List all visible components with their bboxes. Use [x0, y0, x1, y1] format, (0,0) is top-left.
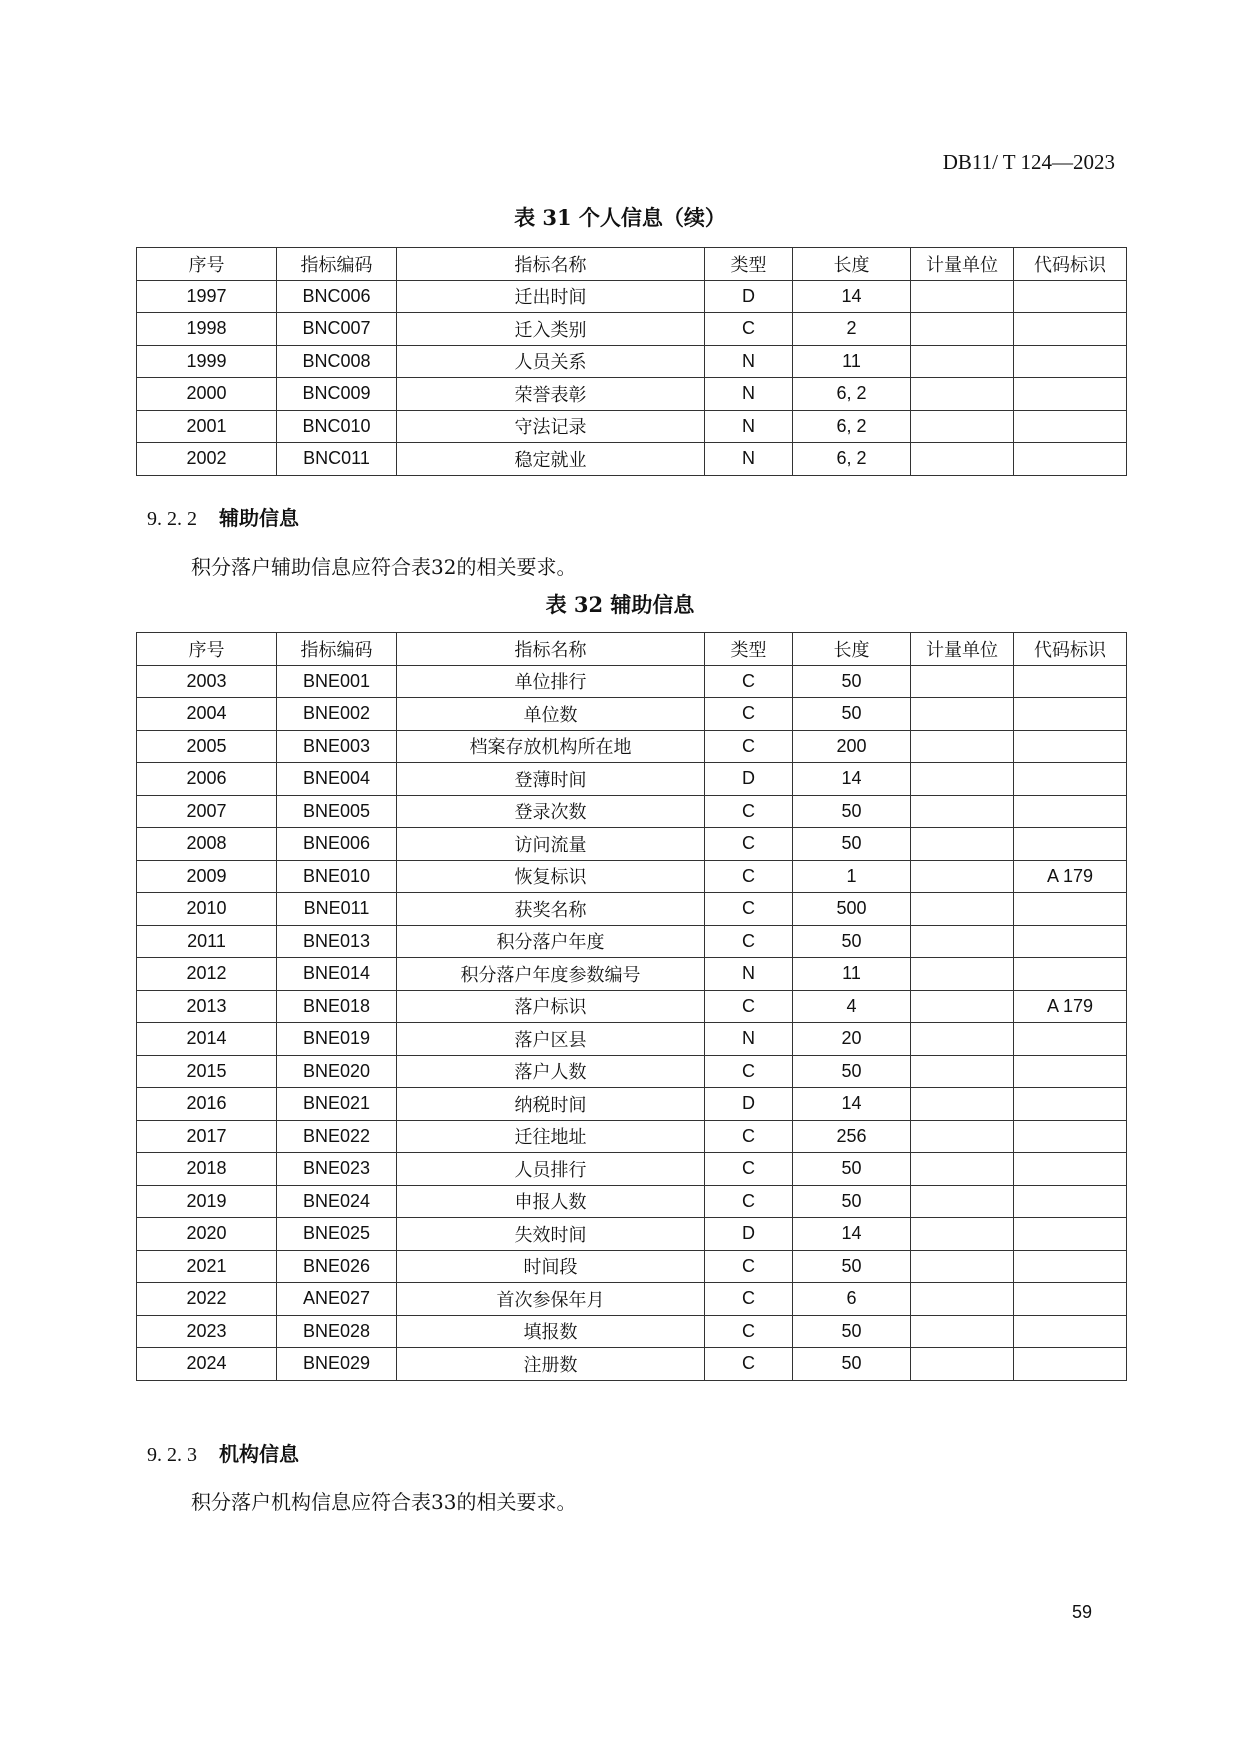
codeflag-cell	[1014, 313, 1127, 346]
unit-cell	[911, 1088, 1014, 1121]
name-cell: 落户区县	[397, 1023, 705, 1056]
column-header: 指标名称	[397, 248, 705, 281]
table32-caption: 表 32 辅助信息	[545, 592, 695, 617]
table-row	[137, 410, 1127, 443]
length-cell: 256	[793, 1120, 911, 1153]
length-cell: 11	[793, 958, 911, 991]
name-cell: 登录次数	[397, 795, 705, 828]
codeflag-cell: A 179	[1014, 990, 1127, 1023]
name-cell: 落户人数	[397, 1055, 705, 1088]
name-cell: 人员关系	[397, 345, 705, 378]
table31-header-row	[137, 248, 1127, 281]
length-cell: 50	[793, 1185, 911, 1218]
unit-cell	[911, 828, 1014, 861]
table-row	[137, 958, 1127, 991]
table-row	[137, 763, 1127, 796]
seq-cell: 2001	[137, 410, 277, 443]
table-row	[137, 795, 1127, 828]
code-cell: BNE028	[277, 1315, 397, 1348]
unit-cell	[911, 1055, 1014, 1088]
code-cell: BNE021	[277, 1088, 397, 1121]
code-cell: BNC010	[277, 410, 397, 443]
table-row	[137, 1218, 1127, 1251]
codeflag-cell	[1014, 410, 1127, 443]
type-cell: N	[705, 443, 793, 476]
code-cell: BNC006	[277, 280, 397, 313]
length-cell: 50	[793, 1315, 911, 1348]
column-header: 计量单位	[911, 248, 1014, 281]
type-cell: N	[705, 410, 793, 443]
seq-cell: 2018	[137, 1153, 277, 1186]
seq-cell: 2021	[137, 1250, 277, 1283]
seq-cell: 1998	[137, 313, 277, 346]
name-cell: 注册数	[397, 1348, 705, 1381]
table-row	[137, 990, 1127, 1023]
unit-cell	[911, 1153, 1014, 1186]
code-cell: BNE023	[277, 1153, 397, 1186]
unit-cell	[911, 893, 1014, 926]
code-cell: BNE018	[277, 990, 397, 1023]
length-cell: 11	[793, 345, 911, 378]
type-cell: N	[705, 378, 793, 411]
seq-cell: 2002	[137, 443, 277, 476]
seq-cell: 2007	[137, 795, 277, 828]
name-cell: 恢复标识	[397, 860, 705, 893]
name-cell: 荣誉表彰	[397, 378, 705, 411]
table-row	[137, 1185, 1127, 1218]
codeflag-cell	[1014, 925, 1127, 958]
seq-cell: 2009	[137, 860, 277, 893]
seq-cell: 2017	[137, 1120, 277, 1153]
seq-cell: 2000	[137, 378, 277, 411]
type-cell: N	[705, 345, 793, 378]
code-cell: BNE005	[277, 795, 397, 828]
code-cell: BNE002	[277, 698, 397, 731]
length-cell: 50	[793, 1348, 911, 1381]
length-cell: 14	[793, 1088, 911, 1121]
codeflag-cell	[1014, 1023, 1127, 1056]
section-number: 9. 2. 3	[147, 1444, 197, 1466]
standard-code: DB11/ T 124—2023	[942, 150, 1115, 174]
column-header: 序号	[137, 248, 277, 281]
seq-cell: 2015	[137, 1055, 277, 1088]
code-cell: BNC008	[277, 345, 397, 378]
name-cell: 迁出时间	[397, 280, 705, 313]
type-cell: C	[705, 1315, 793, 1348]
page-number: 59	[1072, 1602, 1093, 1622]
table-row	[137, 378, 1127, 411]
codeflag-cell	[1014, 763, 1127, 796]
name-cell: 守法记录	[397, 410, 705, 443]
name-cell: 迁入类别	[397, 313, 705, 346]
type-cell: C	[705, 1348, 793, 1381]
section-9-2-3-paragraph: 积分落户机构信息应符合表33的相关要求。	[191, 1490, 577, 1514]
seq-cell: 2016	[137, 1088, 277, 1121]
code-cell: BNE026	[277, 1250, 397, 1283]
seq-cell: 2006	[137, 763, 277, 796]
type-cell: C	[705, 730, 793, 763]
table-row	[137, 1283, 1127, 1316]
code-cell: BNE010	[277, 860, 397, 893]
seq-cell: 1997	[137, 280, 277, 313]
codeflag-cell	[1014, 958, 1127, 991]
type-cell: C	[705, 893, 793, 926]
name-cell: 获奖名称	[397, 893, 705, 926]
name-cell: 失效时间	[397, 1218, 705, 1251]
unit-cell	[911, 763, 1014, 796]
name-cell: 积分落户年度参数编号	[397, 958, 705, 991]
codeflag-cell	[1014, 893, 1127, 926]
table-row	[137, 1315, 1127, 1348]
code-cell: BNE001	[277, 665, 397, 698]
unit-cell	[911, 665, 1014, 698]
unit-cell	[911, 958, 1014, 991]
section-title: 辅助信息	[219, 506, 299, 530]
seq-cell: 2024	[137, 1348, 277, 1381]
seq-cell: 2008	[137, 828, 277, 861]
type-cell: N	[705, 958, 793, 991]
table-row	[137, 1153, 1127, 1186]
code-cell: BNC009	[277, 378, 397, 411]
seq-cell: 2005	[137, 730, 277, 763]
codeflag-cell	[1014, 1283, 1127, 1316]
table-row	[137, 828, 1127, 861]
name-cell: 登薄时间	[397, 763, 705, 796]
table-row	[137, 860, 1127, 893]
code-cell: BNE025	[277, 1218, 397, 1251]
type-cell: C	[705, 665, 793, 698]
code-cell: BNE013	[277, 925, 397, 958]
code-cell: BNE024	[277, 1185, 397, 1218]
table-row	[137, 1348, 1127, 1381]
length-cell: 14	[793, 763, 911, 796]
length-cell: 2	[793, 313, 911, 346]
codeflag-cell	[1014, 828, 1127, 861]
unit-cell	[911, 280, 1014, 313]
type-cell: C	[705, 1250, 793, 1283]
column-header: 计量单位	[911, 633, 1014, 666]
length-cell: 6, 2	[793, 410, 911, 443]
table-row	[137, 1088, 1127, 1121]
table-row	[137, 925, 1127, 958]
section-title: 机构信息	[219, 1442, 299, 1466]
length-cell: 50	[793, 665, 911, 698]
unit-cell	[911, 410, 1014, 443]
code-cell: BNE019	[277, 1023, 397, 1056]
unit-cell	[911, 313, 1014, 346]
codeflag-cell	[1014, 1348, 1127, 1381]
column-header: 指标编码	[277, 633, 397, 666]
name-cell: 迁往地址	[397, 1120, 705, 1153]
seq-cell: 2022	[137, 1283, 277, 1316]
code-cell: BNE022	[277, 1120, 397, 1153]
type-cell: C	[705, 1055, 793, 1088]
table-row	[137, 280, 1127, 313]
seq-cell: 2019	[137, 1185, 277, 1218]
seq-cell: 2014	[137, 1023, 277, 1056]
codeflag-cell	[1014, 1250, 1127, 1283]
unit-cell	[911, 795, 1014, 828]
table-row	[137, 1120, 1127, 1153]
code-cell: BNE020	[277, 1055, 397, 1088]
codeflag-cell	[1014, 795, 1127, 828]
type-cell: C	[705, 828, 793, 861]
seq-cell: 1999	[137, 345, 277, 378]
unit-cell	[911, 1283, 1014, 1316]
length-cell: 1	[793, 860, 911, 893]
codeflag-cell	[1014, 345, 1127, 378]
length-cell: 50	[793, 828, 911, 861]
type-cell: D	[705, 1218, 793, 1251]
type-cell: C	[705, 313, 793, 346]
column-header: 类型	[705, 633, 793, 666]
length-cell: 6, 2	[793, 378, 911, 411]
codeflag-cell: A 179	[1014, 860, 1127, 893]
length-cell: 50	[793, 1153, 911, 1186]
code-cell: BNE004	[277, 763, 397, 796]
type-cell: C	[705, 795, 793, 828]
code-cell: BNE014	[277, 958, 397, 991]
column-header: 序号	[137, 633, 277, 666]
unit-cell	[911, 1218, 1014, 1251]
length-cell: 6	[793, 1283, 911, 1316]
codeflag-cell	[1014, 280, 1127, 313]
name-cell: 申报人数	[397, 1185, 705, 1218]
unit-cell	[911, 990, 1014, 1023]
section-number: 9. 2. 2	[147, 508, 197, 530]
column-header: 代码标识	[1014, 248, 1127, 281]
unit-cell	[911, 730, 1014, 763]
code-cell: BNC011	[277, 443, 397, 476]
column-header: 长度	[793, 248, 911, 281]
length-cell: 500	[793, 893, 911, 926]
column-header: 指标编码	[277, 248, 397, 281]
type-cell: N	[705, 1023, 793, 1056]
length-cell: 50	[793, 795, 911, 828]
code-cell: ANE027	[277, 1283, 397, 1316]
length-cell: 50	[793, 1055, 911, 1088]
unit-cell	[911, 1250, 1014, 1283]
length-cell: 4	[793, 990, 911, 1023]
name-cell: 单位数	[397, 698, 705, 731]
seq-cell: 2011	[137, 925, 277, 958]
codeflag-cell	[1014, 378, 1127, 411]
type-cell: C	[705, 1185, 793, 1218]
column-header: 类型	[705, 248, 793, 281]
seq-cell: 2003	[137, 665, 277, 698]
type-cell: C	[705, 990, 793, 1023]
code-cell: BNE011	[277, 893, 397, 926]
codeflag-cell	[1014, 665, 1127, 698]
unit-cell	[911, 1315, 1014, 1348]
unit-cell	[911, 378, 1014, 411]
type-cell: C	[705, 925, 793, 958]
code-cell: BNE003	[277, 730, 397, 763]
table-row	[137, 698, 1127, 731]
name-cell: 人员排行	[397, 1153, 705, 1186]
seq-cell: 2013	[137, 990, 277, 1023]
unit-cell	[911, 345, 1014, 378]
type-cell: D	[705, 280, 793, 313]
length-cell: 50	[793, 925, 911, 958]
codeflag-cell	[1014, 1088, 1127, 1121]
section-9-2-2-heading	[147, 502, 299, 531]
type-cell: D	[705, 1088, 793, 1121]
table31-caption: 表 31 个人信息（续）	[514, 205, 726, 230]
type-cell: C	[705, 860, 793, 893]
table-row	[137, 1023, 1127, 1056]
length-cell: 14	[793, 1218, 911, 1251]
unit-cell	[911, 1348, 1014, 1381]
table-row	[137, 1250, 1127, 1283]
name-cell: 访问流量	[397, 828, 705, 861]
column-header: 长度	[793, 633, 911, 666]
codeflag-cell	[1014, 1120, 1127, 1153]
seq-cell: 2010	[137, 893, 277, 926]
seq-cell: 2020	[137, 1218, 277, 1251]
table32-header-row	[137, 633, 1127, 666]
name-cell: 时间段	[397, 1250, 705, 1283]
codeflag-cell	[1014, 1218, 1127, 1251]
codeflag-cell	[1014, 730, 1127, 763]
length-cell: 50	[793, 1250, 911, 1283]
table-row	[137, 893, 1127, 926]
length-cell: 6, 2	[793, 443, 911, 476]
code-cell: BNC007	[277, 313, 397, 346]
unit-cell	[911, 443, 1014, 476]
type-cell: D	[705, 763, 793, 796]
name-cell: 落户标识	[397, 990, 705, 1023]
codeflag-cell	[1014, 1153, 1127, 1186]
table-row	[137, 313, 1127, 346]
table-row	[137, 1055, 1127, 1088]
codeflag-cell	[1014, 698, 1127, 731]
codeflag-cell	[1014, 1315, 1127, 1348]
length-cell: 20	[793, 1023, 911, 1056]
table-row	[137, 665, 1127, 698]
table-row	[137, 443, 1127, 476]
length-cell: 200	[793, 730, 911, 763]
unit-cell	[911, 860, 1014, 893]
code-cell: BNE029	[277, 1348, 397, 1381]
table-row	[137, 345, 1127, 378]
type-cell: C	[705, 1120, 793, 1153]
name-cell: 填报数	[397, 1315, 705, 1348]
name-cell: 单位排行	[397, 665, 705, 698]
section-9-2-3-heading	[147, 1438, 299, 1467]
name-cell: 纳税时间	[397, 1088, 705, 1121]
name-cell: 积分落户年度	[397, 925, 705, 958]
seq-cell: 2012	[137, 958, 277, 991]
length-cell: 50	[793, 698, 911, 731]
table31	[136, 247, 1127, 476]
type-cell: C	[705, 698, 793, 731]
unit-cell	[911, 1023, 1014, 1056]
codeflag-cell	[1014, 1185, 1127, 1218]
length-cell: 14	[793, 280, 911, 313]
section-9-2-2-paragraph: 积分落户辅助信息应符合表32的相关要求。	[191, 555, 577, 579]
column-header: 指标名称	[397, 633, 705, 666]
unit-cell	[911, 1185, 1014, 1218]
codeflag-cell	[1014, 1055, 1127, 1088]
unit-cell	[911, 925, 1014, 958]
table-row	[137, 730, 1127, 763]
column-header: 代码标识	[1014, 633, 1127, 666]
unit-cell	[911, 1120, 1014, 1153]
code-cell: BNE006	[277, 828, 397, 861]
seq-cell: 2004	[137, 698, 277, 731]
name-cell: 档案存放机构所在地	[397, 730, 705, 763]
seq-cell: 2023	[137, 1315, 277, 1348]
name-cell: 稳定就业	[397, 443, 705, 476]
type-cell: C	[705, 1283, 793, 1316]
table32	[136, 632, 1127, 1381]
unit-cell	[911, 698, 1014, 731]
name-cell: 首次参保年月	[397, 1283, 705, 1316]
type-cell: C	[705, 1153, 793, 1186]
codeflag-cell	[1014, 443, 1127, 476]
